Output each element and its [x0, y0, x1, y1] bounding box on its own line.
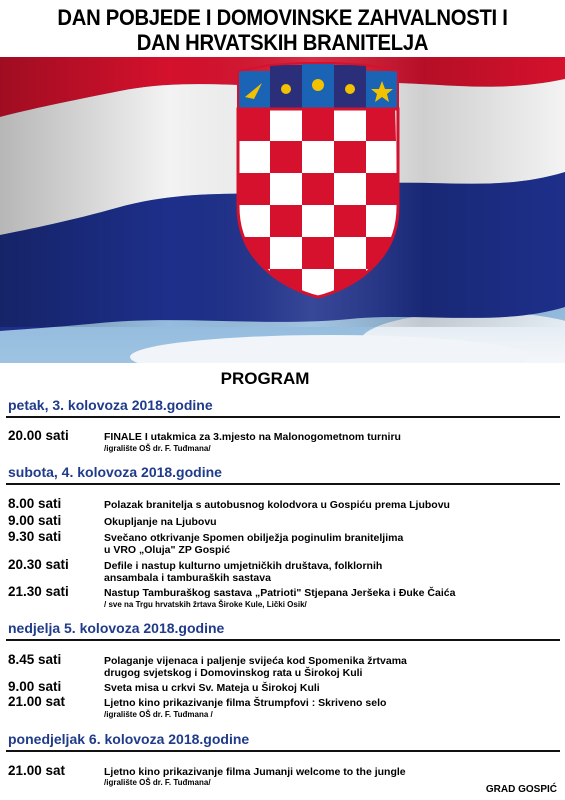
event-time: 8.45 sati — [8, 652, 62, 667]
event-time: 21.00 sat — [8, 763, 66, 778]
event-description: Okupljanje na Ljubovu — [104, 516, 217, 528]
event-description: FINALE I utakmica za 3.mjesto na Malonogometnom turniru — [104, 431, 401, 443]
event-time: 8.00 sati — [8, 496, 62, 511]
event-description-line-2: u VRO „Oluja" ZP Gospić — [104, 544, 231, 556]
event-description: Polaganje vijenaca i paljenje svijeća kod Spomenika žrtvama — [104, 655, 407, 667]
event-description: Defile i nastup kulturno umjetničkih društava, folklornih — [104, 560, 383, 572]
event-description: Ljetno kino prikazivanje filma Jumanji welcome to the jungle — [104, 766, 406, 778]
event-description-line-2: drugog svjetskog i Domovinskog rata u Širokoj Kuli — [104, 667, 363, 679]
organizer-signature: GRAD GOSPIĆ — [485, 784, 557, 795]
event-description: Polazak branitelja s autobusnog kolodvora u Gospiću prema Ljubovu — [104, 499, 450, 511]
day-heading-monday: ponedjeljak 6. kolovoza 2018.godine — [8, 731, 250, 747]
event-time: 9.00 sati — [8, 679, 62, 694]
event-time: 20.00 sati — [8, 428, 69, 443]
divider — [6, 750, 560, 752]
divider — [6, 483, 560, 485]
event-time: 21.30 sati — [8, 584, 69, 599]
event-description: Sveta misa u crkvi Sv. Mateja u Širokoj Kuli — [104, 682, 320, 694]
event-description: Svečano otkrivanje Spomen obilježja poginulim braniteljima — [104, 532, 404, 544]
event-location-note: / sve na Trgu hrvatskih žrtava Široke Kule, Lički Osik/ — [104, 600, 307, 609]
day-heading-friday: petak, 3. kolovoza 2018.godine — [8, 397, 213, 413]
croatian-flag-image — [0, 57, 565, 363]
poster-title-line-1: DAN POBJEDE I DOMOVINSKE ZAHVALNOSTI I — [57, 5, 508, 30]
event-time: 9.30 sati — [8, 529, 62, 544]
event-location-note: /igralište OŠ dr. F. Tuđmana/ — [104, 778, 211, 787]
day-heading-sunday: nedjelja 5. kolovoza 2018.godine — [8, 620, 225, 636]
event-time: 20.30 sati — [8, 557, 69, 572]
event-description-line-2: ansambala i tamburaških sastava — [104, 572, 271, 584]
event-time: 9.00 sati — [8, 513, 62, 528]
divider — [6, 639, 560, 641]
event-location-note: /igralište OŠ dr. F. Tuđmana / — [104, 710, 213, 719]
event-description: Ljetno kino prikazivanje filma Štrumpfovi : Skriveno selo — [104, 697, 387, 709]
event-location-note: /igralište OŠ dr. F. Tuđmana/ — [104, 444, 211, 453]
event-time: 21.00 sat — [8, 694, 66, 709]
day-heading-saturday: subota, 4. kolovoza 2018.godine — [8, 464, 222, 480]
poster-title-line-2: DAN HRVATSKIH BRANITELJA — [136, 30, 429, 55]
event-description: Nastup Tamburaškog sastava „Patrioti" Stjepana Jeršeka i Đuke Čaića — [104, 587, 456, 599]
divider — [6, 416, 560, 418]
program-heading: PROGRAM — [220, 369, 310, 388]
